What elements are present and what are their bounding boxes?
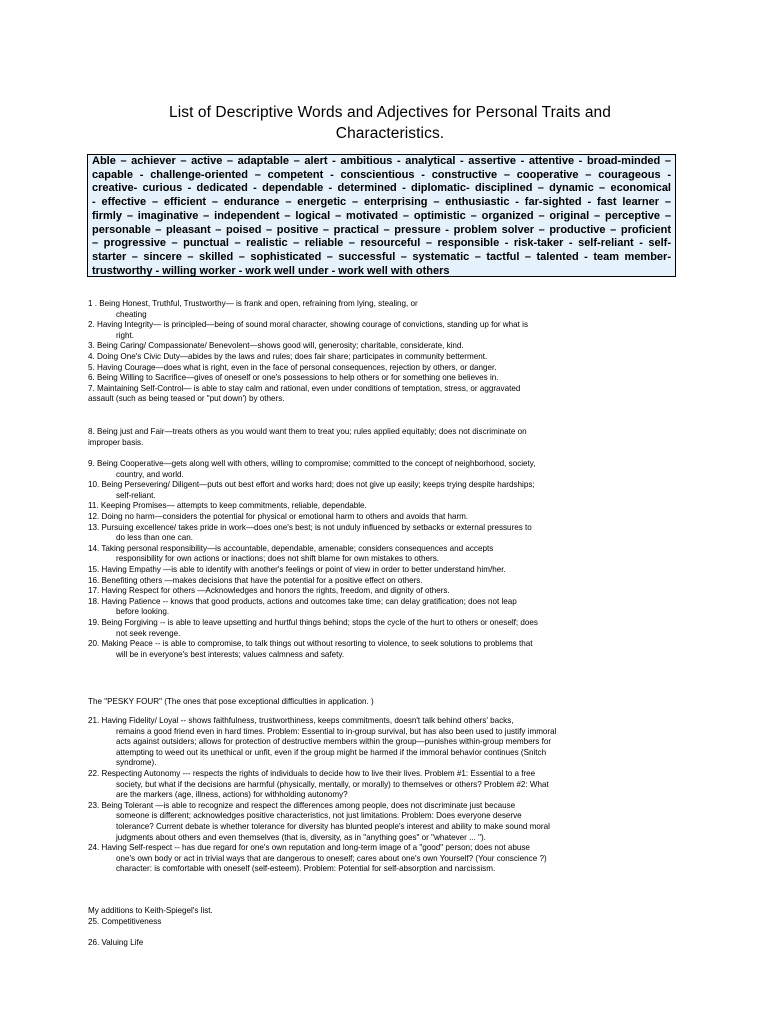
page-title	[70, 102, 710, 144]
list-item-line: one's own body or act in trivial ways that are dangerous to oneself; cares about one's own Yourself? (Your conscience ?)	[116, 853, 547, 863]
list-item-line: syndrome).	[116, 758, 157, 768]
trait-list-group-3	[88, 716, 688, 875]
list-item	[88, 480, 688, 501]
list-item	[88, 363, 688, 374]
list-item	[88, 384, 688, 405]
list-item-line: 14. Taking personal responsibility—is accountable, dependable, amenable; considers consequences and accepts	[88, 543, 494, 553]
list-item-line: 19. Being Forgiving -- is able to leave upsetting and hurtful things behind; stops the cycle of the hurt to others or oneself; does	[88, 617, 538, 627]
list-item-line: 23. Being Tolerant —is able to recognize and respect the differences among people, does not discriminate just because	[88, 800, 516, 810]
list-item-line: 11. Keeping Promises— attempts to keep commitments, reliable, dependable.	[88, 501, 367, 511]
list-item	[88, 373, 688, 384]
list-item	[88, 299, 688, 320]
list-item-line: society, but what if the decisions are harmful (physically, mentally, or morally) to themselves or others? Problem #2: What	[116, 779, 549, 789]
list-item-line: 5. Having Courage—does what is right, even in the face of personal consequences, rejection by others, or danger.	[88, 362, 497, 372]
list-item	[88, 352, 688, 363]
trait-words-line: capable - challenge-oriented – competent - conscientious - constructive – cooperative – courageous -	[92, 168, 671, 181]
list-item	[88, 586, 688, 597]
list-item-line: 2. Having Integrity— is principled—being of sound moral character, showing courage of convictions, standing up for what is	[88, 320, 528, 330]
list-item-line: country, and world.	[116, 469, 184, 479]
list-item-line: self-reliant.	[116, 490, 156, 500]
list-item	[88, 544, 688, 565]
list-item-line: will be in everyone's best interests; values calmness and safety.	[116, 649, 345, 659]
trait-words-box	[87, 154, 676, 277]
list-item-line: 26. Valuing Life	[88, 938, 144, 947]
list-item-line: 20. Making Peace -- is able to compromise, to talk things out without resorting to violence, to seek solutions to problems that	[88, 639, 533, 649]
list-item	[88, 341, 688, 352]
list-item-line: 4. Doing One's Civic Duty—abides by the laws and rules; does fair share; participates in community betterment.	[88, 351, 488, 361]
trait-item-26	[88, 938, 688, 949]
list-item	[88, 576, 688, 587]
list-item-line: 7. Maintaining Self-Control— is able to stay calm and rational, even under conditions of temptation, stress, or aggravated	[88, 383, 521, 393]
list-item-line: improper basis.	[88, 437, 144, 447]
pesky-four-heading: The "PESKY FOUR" (The ones that pose exceptional difficulties in application. )	[88, 697, 374, 706]
trait-words-line: trustworthy - willing worker - work well under - work well with others	[92, 264, 450, 277]
list-item-line: 6. Being Willing to Sacrifice—gives of oneself or one's possessions to help others or for something one believes in.	[88, 373, 499, 383]
list-item	[88, 716, 688, 769]
list-item	[88, 459, 688, 480]
list-item	[88, 843, 688, 875]
list-item-line: 18. Having Patience -- knows that good products, actions and outcomes take time; can delay gratification; does not leap	[88, 596, 517, 606]
list-item-line: 13. Pursuing excellence/ takes pride in work—does one's best; is not unduly influenced by setbacks or external pressures to	[88, 522, 532, 532]
list-item-line: 17. Having Respect for others —Acknowledges and honors the rights, freedom, and dignity of others.	[88, 586, 450, 596]
list-item-line: 1 . Being Honest, Truthful, Trustworthy— is frank and open, refraining from lying, stealing, or	[88, 299, 418, 308]
list-item	[88, 801, 688, 843]
list-item-line: judgments about others and even themselves (that is, diversity, as in "anything goes" or "whatever ... ").	[116, 832, 486, 842]
list-item-line: responsibility for own actions or inactions; does not shift blame for own mistakes to others.	[116, 554, 440, 564]
list-item-line: do less than one can.	[116, 533, 193, 543]
list-item-line: 15. Having Empathy —is able to identify with another's feelings or point of view in order to better understand him/her.	[88, 564, 506, 574]
list-item-line: not seek revenge.	[116, 628, 181, 638]
trait-item-8	[88, 427, 688, 448]
list-item	[88, 597, 688, 618]
title-line-2: Characteristics.	[335, 125, 445, 142]
list-item-line: 12. Doing no harm—considers the potential for physical or emotional harm to others and avoids that harm.	[88, 511, 469, 521]
list-item-line: 24. Having Self-respect -- has due regard for one's own reputation and long-term image of a "good" person; does not abuse	[88, 843, 530, 853]
list-item-line: 22. Respecting Autonomy --- respects the rights of individuals to decide how to live their lives. Problem #1: Essential to a free	[88, 768, 536, 778]
list-item-line: 16. Benefiting others —makes decisions that have the potential for a positive effect on others.	[88, 575, 423, 585]
list-item	[88, 639, 688, 660]
list-item-line: 10. Being Persevering/ Diligent—puts out best effort and works hard; does not give up easily; keeps trying despite hardships;	[88, 480, 535, 490]
list-item	[88, 618, 688, 639]
list-item-line: acts against outsiders; allows for protection of destructive members within the group—punishes within-group members for	[116, 737, 552, 747]
trait-words-line: - effective – efficient – endurance – energetic – enterprising – enthusiastic - far-sighted - fast learner –	[92, 196, 671, 209]
list-item-line: remains a good friend even in hard times. Problem: Essential to in-group survival, but has also been used to justify immoral	[116, 726, 557, 736]
trait-words-line: – progressive – punctual – realistic – reliable – resourceful – responsible - risk-taker - self-reliant - self-	[92, 237, 671, 250]
additions-section	[88, 906, 688, 927]
list-item-line: someone is different; acknowledges positive characteristics, not just limitations. Problem: Does everyone deserve	[116, 811, 522, 821]
trait-list-group-1	[88, 299, 688, 405]
trait-words-line: starter – sincere – skilled – sophisticated – successful – systematic – tactful – talented - team member-	[92, 250, 671, 263]
list-item-line: cheating	[116, 309, 147, 319]
list-item	[88, 512, 688, 523]
list-item-line: 25. Competitiveness	[88, 916, 162, 926]
additions-heading: My additions to Keith-Spiegel's list.	[88, 906, 213, 915]
list-item-line: character: is comfortable with oneself (self-esteem). Problem: Potential for self-absorption and narcissism.	[116, 864, 496, 874]
list-item-line: 3. Being Caring/ Compassionate/ Benevolent—shows good will, generosity; charitable, considerate, kind.	[88, 341, 464, 351]
list-item-line: attempting to weed out its unethical or unfit, even if the group might be harmed if the immoral behavior continues (Snitch	[116, 747, 547, 757]
list-item-line: right.	[116, 330, 134, 340]
trait-words-line: firmly – imaginative – independent – logical – motivated – optimistic – organized – original – perceptive –	[92, 209, 671, 222]
list-item-line: 9. Being Cooperative—gets along well with others, willing to compromise; committed to the concept of neighborhood, society,	[88, 459, 536, 468]
list-item-line: before looking.	[116, 607, 170, 617]
trait-list-group-2	[88, 459, 688, 660]
list-item-line: are the markers (age, illness, actions) for withholding autonomy?	[116, 790, 348, 800]
list-item	[88, 769, 688, 801]
list-item-line: 21. Having Fidelity/ Loyal -- shows faithfulness, trustworthiness, keeps commitments, doesn't talk behind others' backs,	[88, 716, 514, 725]
list-item	[88, 320, 688, 341]
title-line-1: List of Descriptive Words and Adjectives for Personal Traits and	[168, 104, 612, 121]
trait-words-line: personable – pleasant – poised – positive – practical – pressure - problem solver – productive – proficient	[92, 223, 671, 236]
trait-words-line: Able – achiever – active – adaptable – alert - ambitious - analytical - assertive - attentive - broad-minded –	[92, 155, 671, 167]
list-item-line: tolerance? Current debate is whether tolerance for diversity has blunted people's interest and ability to make sound moral	[116, 821, 550, 831]
list-item	[88, 565, 688, 576]
list-item	[88, 523, 688, 544]
trait-words-line: creative- curious - dedicated - dependable - determined - diplomatic- disciplined – dynamic – economical	[92, 182, 671, 195]
list-item-line: 8. Being just and Fair—treats others as you would want them to treat you; rules applied equitably; does not discriminate on	[88, 427, 527, 436]
list-item	[88, 501, 688, 512]
list-item-line: assault (such as being teased or "put down') by others.	[88, 394, 285, 404]
